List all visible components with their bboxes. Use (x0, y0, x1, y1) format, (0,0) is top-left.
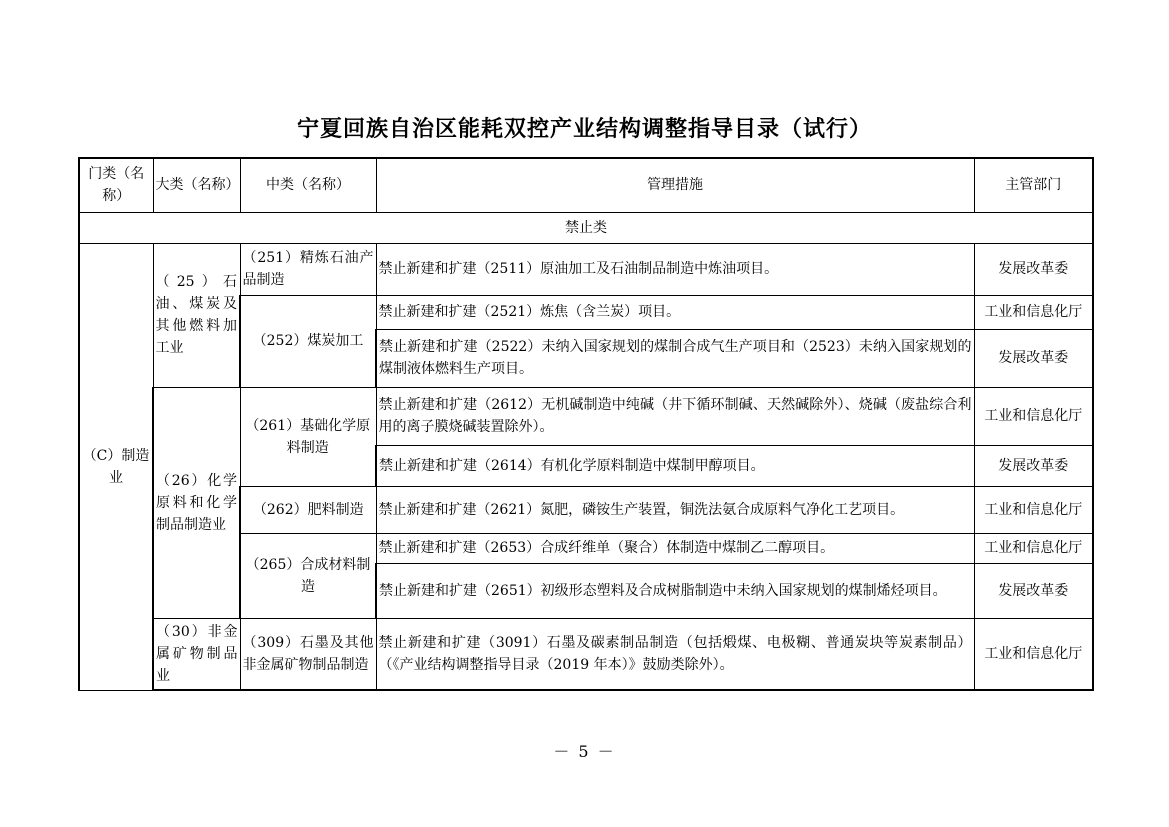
measure-cell: 禁止新建和扩建（2651）初级形态塑料及合成树脂制造中未纳入国家规划的煤制烯烃项目。 (376, 563, 974, 618)
dalei-cell: （25）石油、煤炭及其他燃料加工业 (153, 243, 240, 387)
dalei-cell: （26）化学原料和化学制品制造业 (153, 387, 240, 618)
department-cell: 工业和信息化厅 (974, 618, 1093, 690)
department-cell: 发展改革委 (974, 445, 1093, 486)
zhonglei-cell: （262）肥料制造 (240, 486, 376, 533)
table-row (79, 618, 1093, 690)
department-cell: 工业和信息化厅 (974, 533, 1093, 563)
document-title: 宁夏回族自治区能耗双控产业结构调整指导目录（试行） (296, 116, 872, 142)
header-zhonglei: 中类（名称） (240, 158, 376, 212)
zhonglei-cell: （251）精炼石油产品制造 (240, 243, 376, 295)
department-cell: 工业和信息化厅 (974, 295, 1093, 329)
section-label: 禁止类 (79, 212, 1093, 243)
measure-cell: 禁止新建和扩建（2522）未纳入国家规划的煤制合成气生产项目和（2523）未纳入国家规划的煤制液体燃料生产项目。 (376, 329, 974, 387)
zhonglei-cell: （252）煤炭加工 (240, 295, 376, 387)
measure-cell: 禁止新建和扩建（2521）炼焦（含兰炭）项目。 (376, 295, 974, 329)
department-cell: 发展改革委 (974, 563, 1093, 618)
department-cell: 工业和信息化厅 (974, 387, 1093, 445)
zhonglei-cell: （265）合成材料制造 (240, 533, 376, 618)
header-dalei: 大类（名称） (153, 158, 240, 212)
header-menlei: 门类（名称） (79, 158, 153, 212)
measure-cell: 禁止新建和扩建（2614）有机化学原料制造中煤制甲醇项目。 (376, 445, 974, 486)
header-measures: 管理措施 (376, 158, 974, 212)
department-cell: 工业和信息化厅 (974, 486, 1093, 533)
table-row (79, 243, 1093, 295)
industry-catalog-table (78, 157, 1094, 691)
header-row (79, 158, 1093, 212)
table-row (79, 387, 1093, 445)
measure-cell: 禁止新建和扩建（2621）氮肥，磷铵生产装置，铜洗法氨合成原料气净化工艺项目。 (376, 486, 974, 533)
menlei-cell: （C）制造业 (79, 243, 153, 690)
zhonglei-cell: （261）基础化学原料制造 (240, 387, 376, 486)
section-row (79, 212, 1093, 243)
department-cell: 发展改革委 (974, 329, 1093, 387)
measure-cell: 禁止新建和扩建（3091）石墨及碳素制品制造（包括煅煤、电极糊、普通炭块等炭素制品）（《产业结构调整指导目录（2019 年本）》鼓励类除外）。 (376, 618, 974, 690)
measure-cell: 禁止新建和扩建（2653）合成纤维单（聚合）体制造中煤制乙二醇项目。 (376, 533, 974, 563)
zhonglei-cell: （309）石墨及其他非金属矿物制品制造 (240, 618, 376, 690)
measure-cell: 禁止新建和扩建（2511）原油加工及石油制品制造中炼油项目。 (376, 243, 974, 295)
dalei-cell: （30）非金属矿物制品业 (153, 618, 240, 690)
header-department: 主管部门 (974, 158, 1093, 212)
measure-cell: 禁止新建和扩建（2612）无机碱制造中纯碱（井下循环制碱、天然碱除外）、烧碱（废盐综合利用的离子膜烧碱装置除外）。 (376, 387, 974, 445)
department-cell: 发展改革委 (974, 243, 1093, 295)
page-number: － 5 － (553, 742, 616, 761)
